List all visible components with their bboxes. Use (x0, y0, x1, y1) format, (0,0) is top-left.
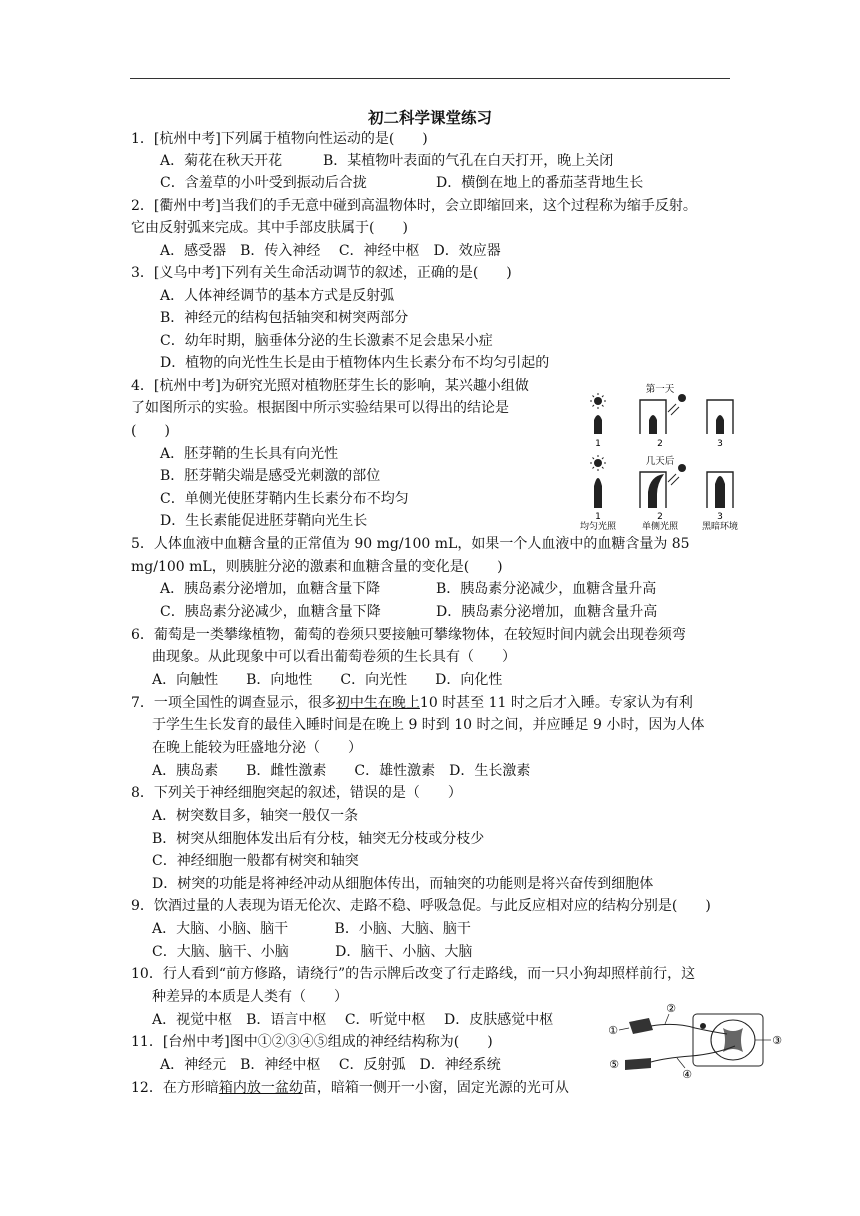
option-row: C．大脑、脑干、小脑 D．脑干、小脑、大脑 (152, 944, 473, 960)
coleoptile-3 (716, 415, 724, 434)
option: B．神经元的结构包括轴突和树突两部分 (160, 310, 409, 326)
option: D．横倒在地上的番茄茎背地生长 (436, 175, 644, 191)
svg-text:②: ② (666, 1002, 676, 1015)
option: C．幼年时期，脑垂体分泌的生长激素不足会患呆小症 (160, 333, 493, 349)
option: D．生长素能促进胚芽鞘向光生长 (160, 513, 368, 529)
option-row: A．胰岛素 B．雌性激素 C．雄性激素 D．生长激素 (152, 763, 531, 779)
figure-label-later: 几天后 (645, 456, 675, 467)
option: B．胰岛素分泌减少，血糖含量升高 (436, 581, 657, 597)
option-row: A．视觉中枢 B．语言中枢 C．听觉中枢 D．皮肤感觉中枢 (152, 1012, 554, 1028)
header-rule (130, 78, 730, 79)
option: D．胰岛素分泌增加，血糖含量升高 (436, 604, 658, 620)
question-1: 1．[杭州中考]下列属于植物向性运动的是( ) (131, 131, 428, 147)
option: D．树突的功能是将神经冲动从细胞体传出，而轴突的功能则是将兴奋传到细胞体 (152, 876, 654, 892)
option: A．人体神经调节的基本方式是反射弧 (160, 288, 395, 304)
coleoptile-2-bent (648, 474, 664, 508)
svg-text:3: 3 (717, 439, 723, 449)
question-6-cont: 曲现象。从此现象中可以看出葡萄卷须的生长具有（ ） (152, 649, 516, 665)
question-5: 5．人体血液中血糖含量的正常值为 90 mg/100 mL，如果一个人血液中的血糖含量为 85 (131, 536, 690, 552)
option: C．神经细胞一般都有树突和轴突 (152, 853, 359, 869)
sensory-nerve (651, 1024, 727, 1034)
option: C．单侧光使胚芽鞘内生长素分布不均匀 (160, 491, 409, 507)
question-11: 11．[台州中考]图中①②③④⑤组成的神经结构称为( ) (131, 1034, 493, 1050)
coleoptile-2 (649, 415, 657, 434)
svg-text:③: ③ (772, 1034, 782, 1047)
underlined-text: 箱内放一盆幼 (218, 1080, 303, 1096)
option: B．胚芽鞘尖端是感受光刺激的部位 (160, 468, 381, 484)
coleoptile-1-grown (594, 478, 602, 508)
option-row: A．感受器 B．传入神经 C．神经中枢 D．效应器 (160, 243, 501, 259)
reflex-arc-figure (605, 1000, 785, 1080)
question-2-cont: 它由反射弧来完成。其中手部皮肤属于( ) (131, 220, 408, 236)
underlined-text: 初中生在晚上 (335, 695, 420, 711)
question-4: 4．[杭州中考]为研究光照对植物胚芽生长的影响，某兴趣小组做 (131, 378, 529, 394)
svg-text:④: ④ (682, 1068, 692, 1080)
svg-text:单侧光照: 单侧光照 (641, 522, 679, 532)
option-row: A．向触性 B．向地性 C．向光性 D．向化性 (152, 672, 503, 688)
question-4-cont: 了如图所示的实验。根据图中所示实验结果可以得出的结论是 (131, 400, 509, 416)
option: A．菊花在秋天开花 (160, 153, 283, 169)
option: A．树突数目多，轴突一般仅一条 (152, 808, 359, 824)
receptor (629, 1018, 653, 1034)
svg-text:1: 1 (595, 512, 601, 522)
question-6: 6．葡萄是一类攀缘植物，葡萄的卷须只要接触可攀缘物体，在较短时间内就会出现卷须弯 (131, 627, 686, 643)
side-light-icon (668, 464, 686, 485)
option: C．含羞草的小叶受到振动后合拢 (160, 175, 367, 191)
option: D．植物的向光性生长是由于植物体内生长素分布不均匀引起的 (160, 355, 550, 371)
sun-icon (590, 455, 606, 471)
figure-label-day1: 第一天 (645, 384, 675, 395)
option: A．胚芽鞘的生长具有向光性 (160, 446, 339, 462)
svg-text:黑暗环境: 黑暗环境 (701, 522, 739, 532)
question-3: 3．[义乌中考]下列有关生命活动调节的叙述，正确的是( ) (131, 265, 512, 281)
option-row: A．神经元 B．神经中枢 C．反射弧 D．神经系统 (160, 1057, 501, 1073)
svg-text:⑤: ⑤ (609, 1058, 619, 1071)
coleoptile-1 (594, 415, 602, 434)
option-row: A．大脑、小脑、脑干 B．小脑、大脑、脑干 (152, 921, 471, 937)
option: A．胰岛素分泌增加，血糖含量下降 (160, 581, 381, 597)
option: B．树突从细胞体发出后有分枝，轴突无分枝或分枝少 (152, 831, 485, 847)
side-light-icon (668, 394, 686, 415)
question-10-cont: 种差异的本质是人类有（ ） (152, 989, 348, 1005)
option: B．某植物叶表面的气孔在白天打开，晚上关闭 (323, 153, 614, 169)
question-4-paren: ( ) (131, 423, 170, 439)
svg-text:2: 2 (657, 512, 663, 522)
svg-text:①: ① (608, 1024, 618, 1037)
svg-text:1: 1 (595, 439, 601, 449)
svg-text:3: 3 (717, 512, 723, 522)
question-7: 7．一项全国性的调查显示，很多初中生在晚上10 时甚至 11 时之后才入睡。专家认为有利 (131, 695, 693, 711)
question-7-cont: 在晚上能较为旺盛地分泌（ ） (152, 740, 362, 756)
sun-icon (590, 393, 606, 409)
gray-matter (723, 1028, 743, 1052)
question-9: 9．饮酒过量的人表现为语无伦次、走路不稳、呼吸急促。与此反应相对应的结构分别是( ) (131, 898, 711, 914)
question-5-cont: mg/100 mL，则胰脏分泌的激素和血糖含量的变化是( ) (131, 559, 503, 575)
option: C．胰岛素分泌减少，血糖含量下降 (160, 604, 381, 620)
question-2: 2．[衢州中考]当我们的手无意中碰到高温物体时，会立即缩回来，这个过程称为缩手反射。 (131, 198, 697, 214)
question-10: 10．行人看到“前方修路，请绕行”的告示牌后改变了行走路线，而一只小狗却照样前行，这 (131, 966, 696, 982)
svg-text:2: 2 (657, 439, 663, 449)
question-7-cont: 于学生生长发育的最佳入睡时间是在晚上 9 时到 10 时之间，并应睡足 9 小时，因为人体 (152, 717, 705, 733)
question-8: 8．下列关于神经细胞突起的叙述，错误的是（ ） (131, 785, 462, 801)
ganglion (700, 1023, 706, 1029)
svg-text:均匀光照: 均匀光照 (579, 522, 617, 532)
coleoptile-figure (560, 376, 750, 532)
question-12: 12．在方形暗箱内放一盆幼苗，暗箱一侧开一小窗，固定光源的光可从 (131, 1080, 569, 1096)
effector (625, 1058, 651, 1070)
coleoptile-3-grown (715, 476, 725, 508)
page-title: 初二科学课堂练习 (367, 108, 492, 127)
